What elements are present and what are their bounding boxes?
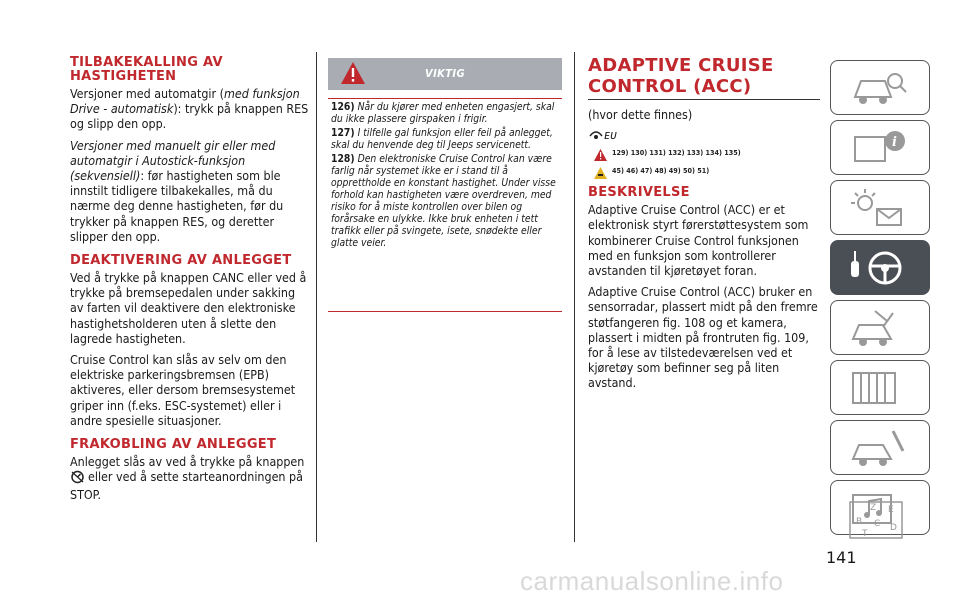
svg-text:B: B [856,517,863,527]
steering-key-icon [849,247,909,289]
index-icon [848,500,908,540]
warning-box-body [328,98,562,312]
tab-warning-lights[interactable] [830,180,930,235]
toolbox-icon [849,367,909,409]
tab-starting-driving[interactable] [830,240,930,295]
caution-triangle-icon [594,164,607,183]
refs-caution: 45) 46) 47) 48) 49) 50) 51) [612,166,710,176]
paragraph-manuelt-gir: Versjoner med manuelt gir eller med automatgir i Autostick-funksjon (sekvensiell): før hastigheten som ble innstilt tidligere tilbakekalles, må du nærme deg denne hastigheten, før du trykker på knappen RES, og deretter slipper den opp. [70,137,284,244]
heading-deaktivering: DEAKTIVERING AV ANLEGGET [70,253,292,269]
warning-box-header [328,58,562,90]
svg-text:C: C [874,519,881,529]
index-icon-box[interactable] [832,500,928,542]
column-divider-1 [316,52,317,542]
warning-lights-icon [849,187,909,229]
tab-emergency[interactable] [830,300,930,355]
dashboard-car-icon [849,67,909,109]
tab-dashboard[interactable] [830,60,930,115]
warning-item: 127) I tilfelle gal funksjon eller feil på anlegget, skal du henvende deg til Jeeps servicenett. [331,127,553,151]
tab-maintenance[interactable] [830,360,930,415]
svg-text:Z: Z [870,503,877,513]
left-column [70,0,310,509]
heading-beskrivelse: BESKRIVELSE [588,185,690,201]
acc-symbol-icon [588,124,820,144]
column-divider-2 [574,52,575,542]
refs-caution-row [588,162,820,180]
right-column [588,0,820,397]
paragraph-acc-1: Adaptive Cruise Control (ACC) er et elektronisk styrt førerstøttesystem som kombinerer Cruise Control funksjonen med en funksjon som kontrollerer avstanden til kjøretøyet foran. [588,202,809,279]
cruise-control-button-icon [70,469,85,487]
paragraph-frakobling: Anlegget slås av ved å trykke på knappen eller ved å sette starteanordningen på STOP. [70,454,305,503]
svg-text:ᴇᴜ: ᴇᴜ [604,128,617,143]
svg-text:i: i [892,135,897,150]
watermark: carmanualsonline.info [520,566,784,596]
info-icon [849,127,909,169]
refs-danger: 129) 130) 131) 132) 133) 134) 135) [612,148,741,158]
car-crash-icon [849,307,909,349]
title-underline [588,99,820,100]
car-wrench-icon [849,427,909,469]
refs-danger-row [588,144,820,162]
heading-frakobling: FRAKOBLING AV ANLEGGET [70,437,277,453]
svg-text:T: T [862,529,868,539]
warning-title: VIKTIG [425,67,465,80]
paragraph-deaktivering: Ved å trykke på knappen CANC eller ved å trykke på bremsepedalen under sakking av farten vil deaktivere den elektroniske hastighetsholderen uten å slette den lagrede hastigheten. [70,270,307,346]
paragraph-acc-2: Adaptive Cruise Control (ACC) bruker en sensorradar, plassert midt på den fremre støtfangeren fig. 108 og et kamera, plassert i midten på frontruten fig. 109, for å lese av tilstedeværelsen ved et kjøretøy som befinner seg på liten avstand. [588,284,818,391]
warning-item: 128) Den elektroniske Cruise Control kan være farlig når systemet ikke er i stand til å opprettholde en konstant hastighet. Under visse forhold kan hastigheten være overdreven, med risiko for å miste kontrollen over bilen og forårsake en ulykke. Ikke bruk enheten i tett trafikk eller på svingete, isete, snødekte eller glatte veier. [331,153,556,249]
heading-tilbakekalling: TILBAKEKALLING AV HASTIGHETEN [70,55,223,84]
svg-text:D: D [890,523,897,533]
acc-title: ADAPTIVE CRUISE CONTROL (ACC) [588,55,774,97]
svg-text:E: E [888,505,894,515]
page-number: 141 [826,548,857,567]
acc-subtitle: (hvor dette finnes) [588,107,693,122]
tab-technical[interactable] [830,420,930,475]
paragraph-automatgir: Versjoner med automatgir (med funksjon Drive - automatisk): trykk på knappen RES og slipp den opp. [70,86,309,132]
paragraph-cruise-off: Cruise Control kan slås av selv om den elektriske parkeringsbremsen (EPB) aktiveres, eller dersom bremsesystemet griper inn (f.eks. ESC-systemet) eller i andre spesielle situasjoner. [70,352,296,428]
warning-item: 126) Når du kjører med enheten engasjert, skal du ikke plassere girspaken i frigir. [331,101,555,125]
tab-info[interactable] [830,120,930,175]
